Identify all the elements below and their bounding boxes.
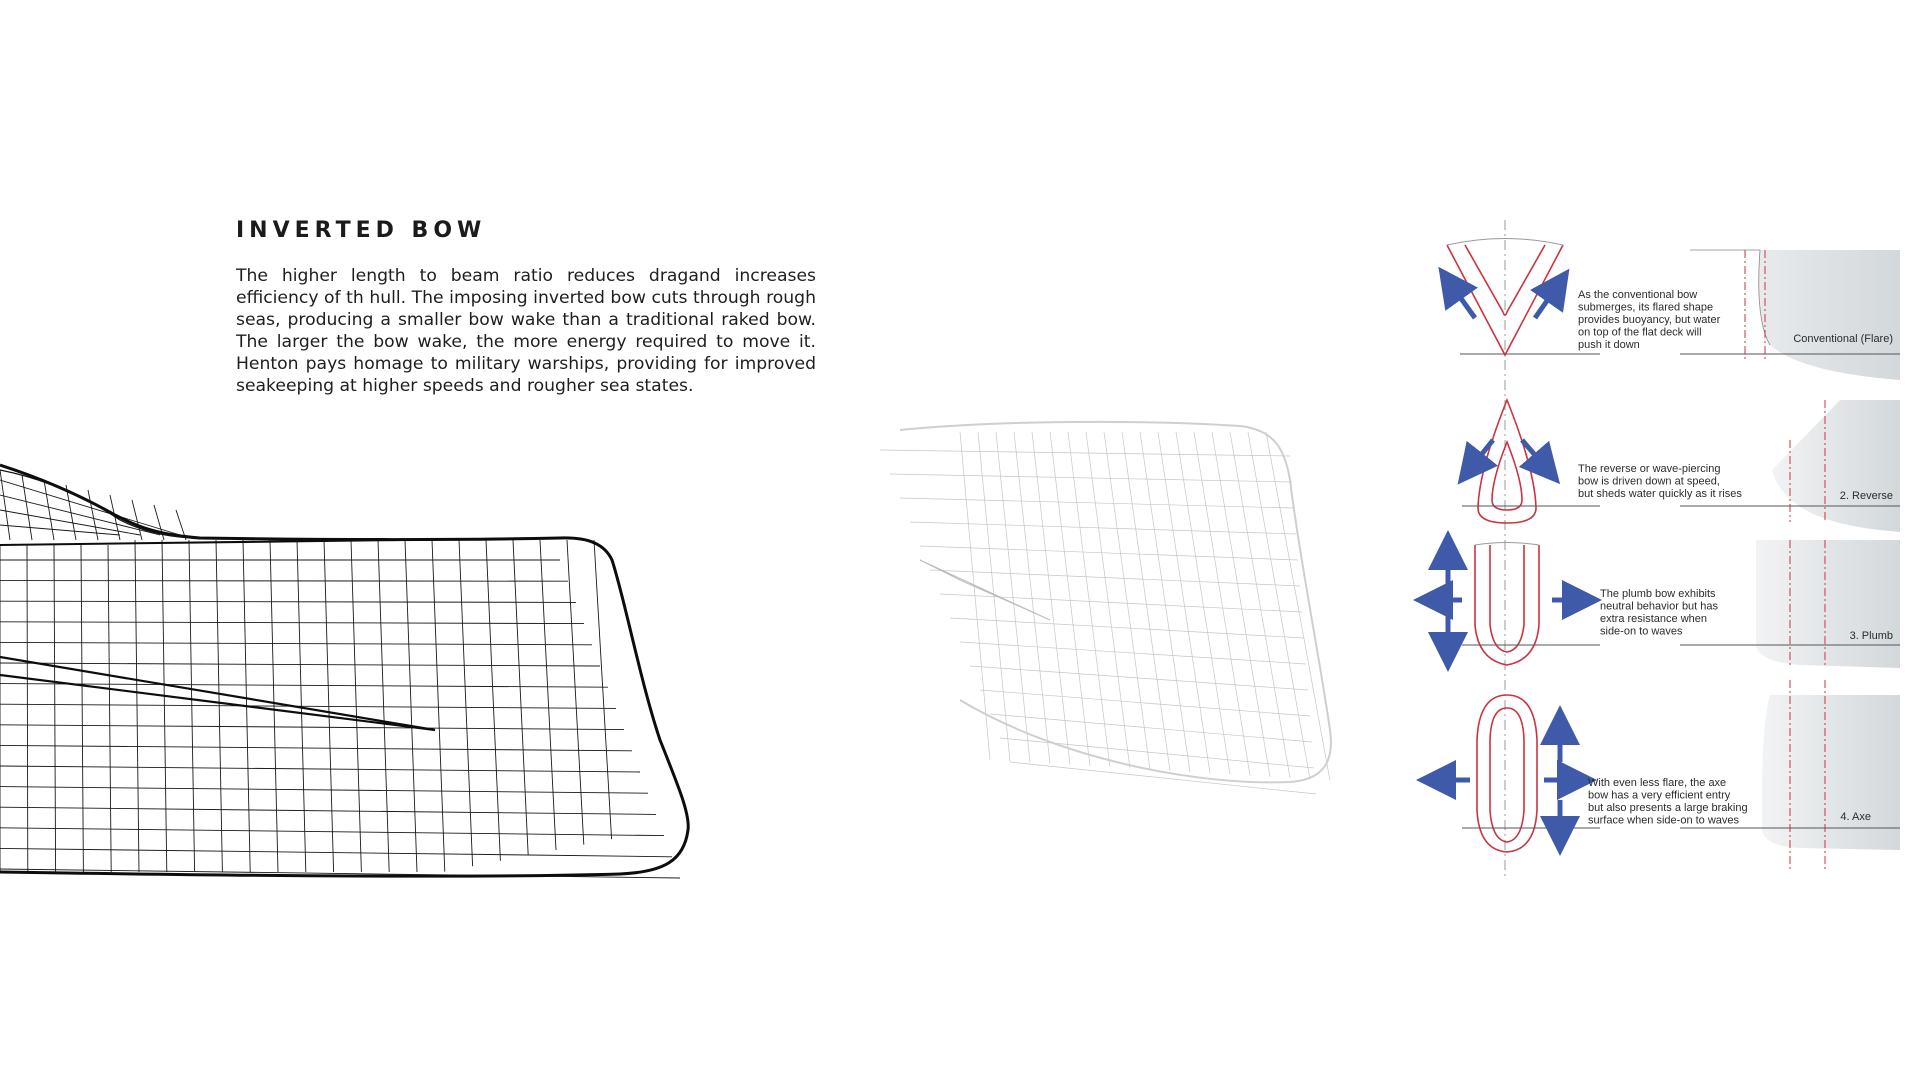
intro-paragraph: The higher length to beam ratio reduces dragand increases efficiency of th hull. The imposing inverted bow cuts through rough seas, producing a smaller bow wake than a traditional raked bow. The larger the bow wake, the more energy required to move it. Henton pays homage to military warships, providing for improved seakeeping at higher speeds and rougher sea states. [236,266,816,396]
bow-label-plumb: 3. Plumb [1849,630,1893,642]
svg-text:As the conventional bow [1578,289,1723,351]
bow-row-conventional [1447,239,1900,381]
caption-line: As the conventional bow [1578,289,1698,301]
caption-line: submerges, its flared shape [1578,301,1714,314]
caption-line: provides buoyancy, but water [1578,314,1721,326]
section-heading: INVERTED BOW [236,218,487,243]
svg-text:The plumb bow exhibits n [1600,588,1721,638]
caption-line: With even less flare, the axe [1588,777,1727,789]
bow-row-axe [1436,680,1900,870]
bow-row-reverse [1462,400,1900,532]
caption-line: surface when side-on to waves [1588,814,1740,827]
caption-line: neutral behavior but has [1600,600,1719,613]
caption-line: bow has a very efficient entry [1588,789,1731,802]
caption-line: push it down [1578,339,1640,351]
caption-line: on top of the flat deck will [1578,326,1702,339]
svg-text:With even less flare, the axe [1588,777,1751,827]
bow-label-axe: 4. Axe [1840,811,1871,823]
bow-row-plumb [1433,540,1900,668]
caption-line: bow is driven down at speed, [1578,475,1720,488]
caption-line: side-on to waves [1600,625,1683,638]
caption-line: but sheds water quickly as it rises [1578,488,1742,500]
bow-label-reverse: 2. Reverse [1839,490,1893,502]
caption-line: The reverse or wave-piercing [1578,463,1721,475]
caption-line: The plumb bow exhibits [1600,588,1716,600]
svg-text:The reverse or wave-piercing [1578,463,1742,500]
caption-line: but also presents a large braking [1588,802,1748,814]
bow-label-conventional: Conventional (Flare) [1793,333,1893,345]
caption-line: extra resistance when [1600,613,1707,625]
